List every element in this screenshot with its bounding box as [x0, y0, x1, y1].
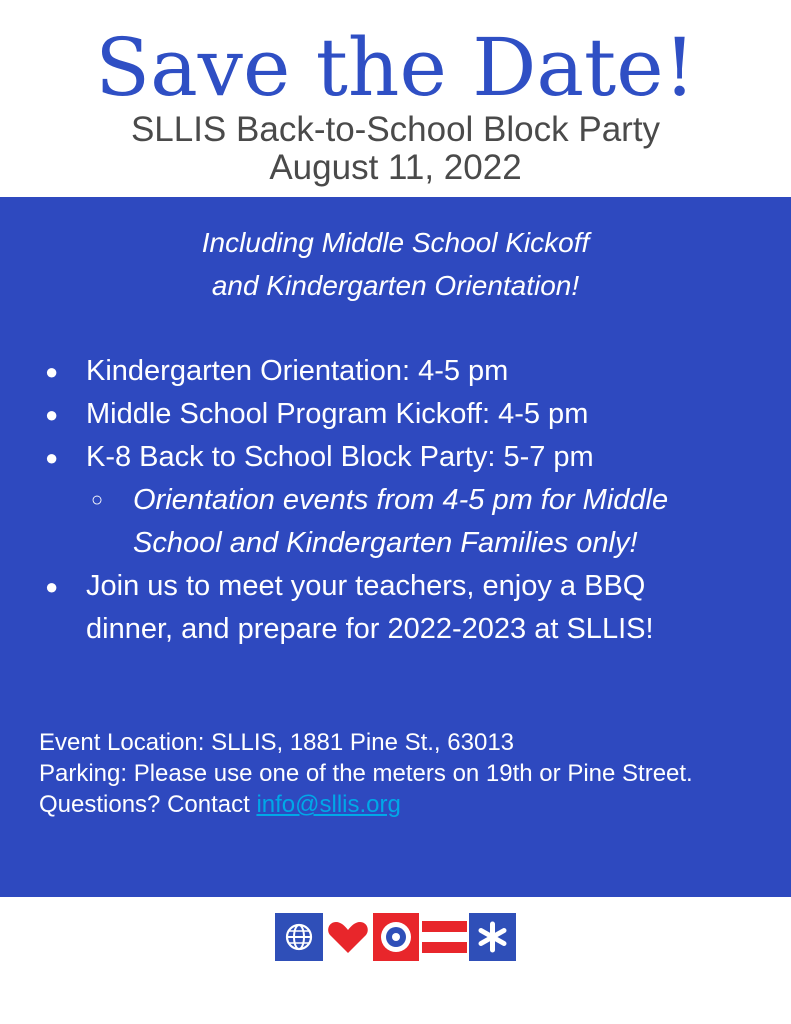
sub-list-item	[0, 479, 791, 565]
intro-line-2: and Kindergarten Orientation!	[211, 270, 580, 301]
school-logo	[275, 913, 516, 961]
header	[0, 0, 791, 197]
bullet-circle-icon: ○	[91, 489, 104, 511]
list-item-text: K-8 Back to School Block Party: 5-7 pm	[86, 441, 594, 473]
sub-item-line-2: School and Kindergarten Families only!	[133, 527, 638, 559]
bullet-dot-icon: ●	[45, 574, 59, 599]
page-title: Save the Date!	[95, 21, 696, 114]
target-icon	[373, 913, 419, 961]
contact-prefix: Questions? Contact	[39, 791, 257, 818]
heart-icon	[326, 913, 370, 961]
globe-icon	[275, 913, 323, 961]
sub-item-line-1: Orientation events from 4-5 pm for Middle	[133, 484, 669, 516]
event-info	[39, 727, 779, 820]
list-item-text: Kindergarten Orientation: 4-5 pm	[86, 355, 509, 387]
bullet-dot-icon: ●	[45, 359, 59, 384]
list-item	[0, 393, 791, 436]
details-panel	[0, 197, 791, 897]
asterisk-icon	[469, 913, 516, 961]
list-item-line-1: Join us to meet your teachers, enjoy a BBQ	[86, 570, 646, 602]
stripes-icon	[422, 913, 467, 961]
list-item-line-2: dinner, and prepare for 2022-2023 at SLLIS!	[86, 613, 654, 645]
event-subtitle: SLLIS Back-to-School Block Party	[130, 110, 661, 149]
list-item-text: Middle School Program Kickoff: 4-5 pm	[86, 398, 589, 430]
list-item	[0, 350, 791, 393]
contact-line	[39, 789, 779, 820]
event-date: August 11, 2022	[269, 148, 522, 187]
parking-info: Parking: Please use one of the meters on 19th or Pine Street.	[39, 760, 693, 787]
event-location: Event Location: SLLIS, 1881 Pine St., 63013	[39, 729, 515, 756]
bullet-dot-icon: ●	[45, 402, 59, 427]
intro-line-1: Including Middle School Kickoff	[201, 227, 590, 258]
list-item	[0, 565, 791, 651]
bullet-dot-icon: ●	[45, 445, 59, 470]
list-item	[0, 436, 791, 479]
intro-text	[0, 221, 791, 307]
email-link[interactable]: info@sllis.org	[256, 791, 401, 818]
